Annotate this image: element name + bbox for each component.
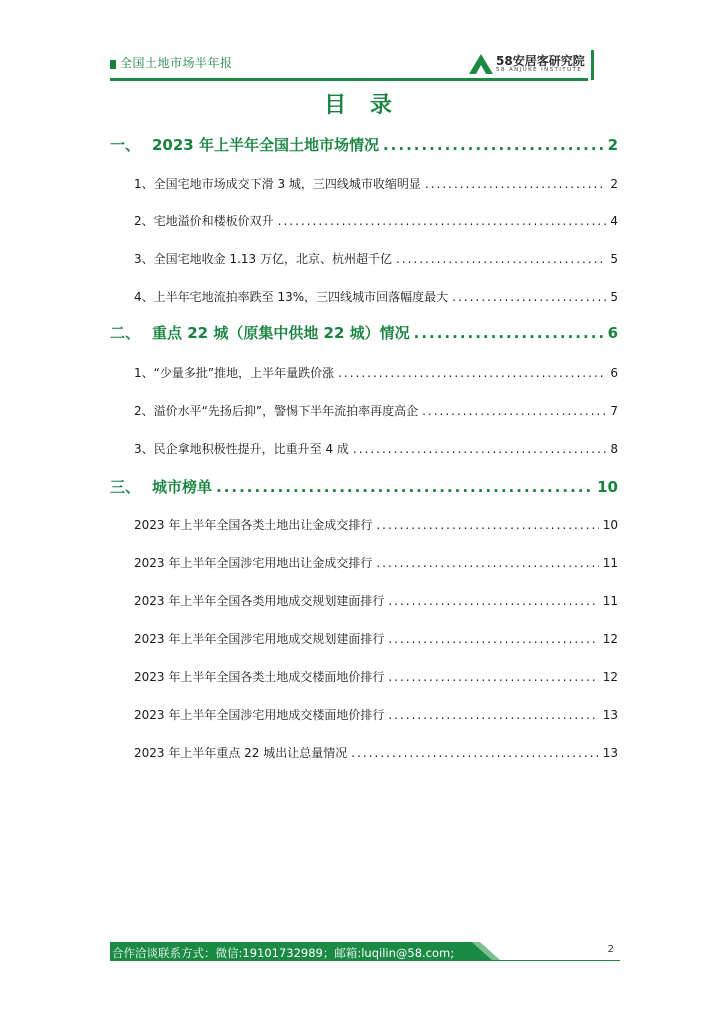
page-footer: [110, 934, 620, 964]
toc-leader-dots: [422, 404, 606, 418]
toc-leader-dots: [425, 177, 606, 191]
toc-leader-dots: [278, 214, 607, 228]
toc-entry-page: 2: [610, 177, 618, 191]
toc-entry-page: 6: [607, 324, 618, 342]
toc-entry[interactable]: [110, 134, 618, 160]
toc-entry[interactable]: [110, 322, 618, 348]
toc-entry-text: 1、全国宅地市场成交下滑 3 城，三四线城市收缩明显: [134, 177, 421, 191]
logo-subtitle: 58 ANJUKE INSTITUTE: [496, 67, 583, 73]
toc-entry[interactable]: [110, 744, 618, 764]
toc-entry-text: 城市榜单: [152, 478, 213, 496]
toc-leader-dots: [388, 670, 598, 684]
toc-entry-page: 12: [602, 632, 618, 646]
page-number: 2: [607, 944, 614, 955]
toc-entry[interactable]: [110, 440, 618, 460]
toc-leader-dots: [353, 442, 606, 456]
logo-bar: [591, 50, 594, 80]
toc-entry-text: 3、民企拿地积极性提升，比重升至 4 成: [134, 442, 349, 456]
toc-leader-dots: [388, 632, 598, 646]
toc-entry-page: 10: [597, 478, 618, 496]
toc-entry-page: 11: [602, 556, 618, 570]
toc-entry-number: 二、: [110, 324, 141, 342]
toc-entry[interactable]: [110, 554, 618, 574]
toc-entry-page: 2: [607, 136, 618, 154]
toc-entry[interactable]: [110, 476, 618, 502]
toc-leader-dots: [396, 252, 606, 266]
toc-entry-page: 13: [602, 746, 618, 760]
toc-entry-text: 2023 年上半年全国各类土地出让金成交排行: [134, 518, 373, 532]
toc-entry[interactable]: [110, 706, 618, 726]
toc-entry-page: 8: [610, 442, 618, 456]
toc-entry-page: 7: [610, 404, 618, 418]
toc-entry-text: 1、“少量多批”推地，上半年量跌价涨: [134, 366, 335, 380]
toc-entry-text: 2023 年上半年全国土地市场情况: [152, 136, 379, 154]
toc-entry[interactable]: [110, 364, 618, 384]
toc-entry[interactable]: [110, 288, 618, 308]
footer-contact: 合作洽谈联系方式：微信:19101732989；邮箱:luqilin@58.com;: [112, 946, 455, 960]
toc-entry[interactable]: [110, 668, 618, 688]
toc-entry-text: 4、上半年宅地流拍率跌至 13%，三四线城市回落幅度最大: [134, 290, 449, 304]
toc-entry-text: 2、溢价水平“先扬后抑”，警惕下半年流拍率再度高企: [134, 404, 419, 418]
toc-leader-dots: [388, 708, 598, 722]
toc-entry-text: 2023 年上半年重点 22 城出让总量情况: [134, 746, 348, 760]
logo: [469, 50, 594, 80]
toc-entry-text: 2、宅地溢价和楼板价双升: [134, 214, 274, 228]
toc-entry-text: 3、全国宅地收金 1.13 万亿，北京、杭州超千亿: [134, 252, 392, 266]
toc-entry[interactable]: [110, 516, 618, 536]
toc-entry-text: 2023 年上半年全国各类土地成交楼面地价排行: [134, 670, 385, 684]
toc-entry[interactable]: [110, 250, 618, 270]
toc-entry-page: 5: [610, 290, 618, 304]
toc-entry[interactable]: [110, 592, 618, 612]
toc-entry-page: 10: [602, 518, 618, 532]
toc-entry-page: 11: [602, 594, 618, 608]
toc-entry[interactable]: [110, 630, 618, 650]
toc-entry-text: 2023 年上半年全国涉宅用地成交楼面地价排行: [134, 708, 385, 722]
page-header: [110, 50, 620, 84]
toc-leader-dots: [383, 136, 604, 154]
toc-entry-text: 2023 年上半年全国涉宅用地出让金成交排行: [134, 556, 373, 570]
toc-entry-page: 5: [610, 252, 618, 266]
toc-entry-page: 4: [610, 214, 618, 228]
header-square-marker: [110, 60, 116, 69]
toc-leader-dots: [216, 478, 593, 496]
toc-leader-dots: [338, 366, 606, 380]
toc-leader-dots: [414, 324, 604, 342]
toc-entry[interactable]: [110, 175, 618, 195]
toc-entry[interactable]: [110, 402, 618, 422]
toc-leader-dots: [388, 594, 598, 608]
toc-entry-number: 一、: [110, 136, 141, 154]
toc-entry-number: 三、: [110, 478, 141, 496]
toc-leader-dots: [376, 556, 598, 570]
toc-leader-dots: [351, 746, 598, 760]
toc-entry-page: 12: [602, 670, 618, 684]
toc-entry-text: 重点 22 城（原集中供地 22 城）情况: [152, 324, 410, 342]
toc-leader-dots: [376, 518, 598, 532]
logo-name: 58安居客研究院: [496, 54, 585, 68]
toc-entry-text: 2023 年上半年全国各类用地成交规划建面排行: [134, 594, 385, 608]
logo-icon: [469, 54, 493, 74]
toc-entry-text: 2023 年上半年全国涉宅用地成交规划建面排行: [134, 632, 385, 646]
toc-entry-page: 13: [602, 708, 618, 722]
page-title: 目 录: [324, 93, 400, 118]
toc-leader-dots: [452, 290, 606, 304]
toc-entry-page: 6: [610, 366, 618, 380]
toc-entry[interactable]: [110, 212, 618, 232]
header-title: 全国土地市场半年报: [120, 56, 233, 70]
